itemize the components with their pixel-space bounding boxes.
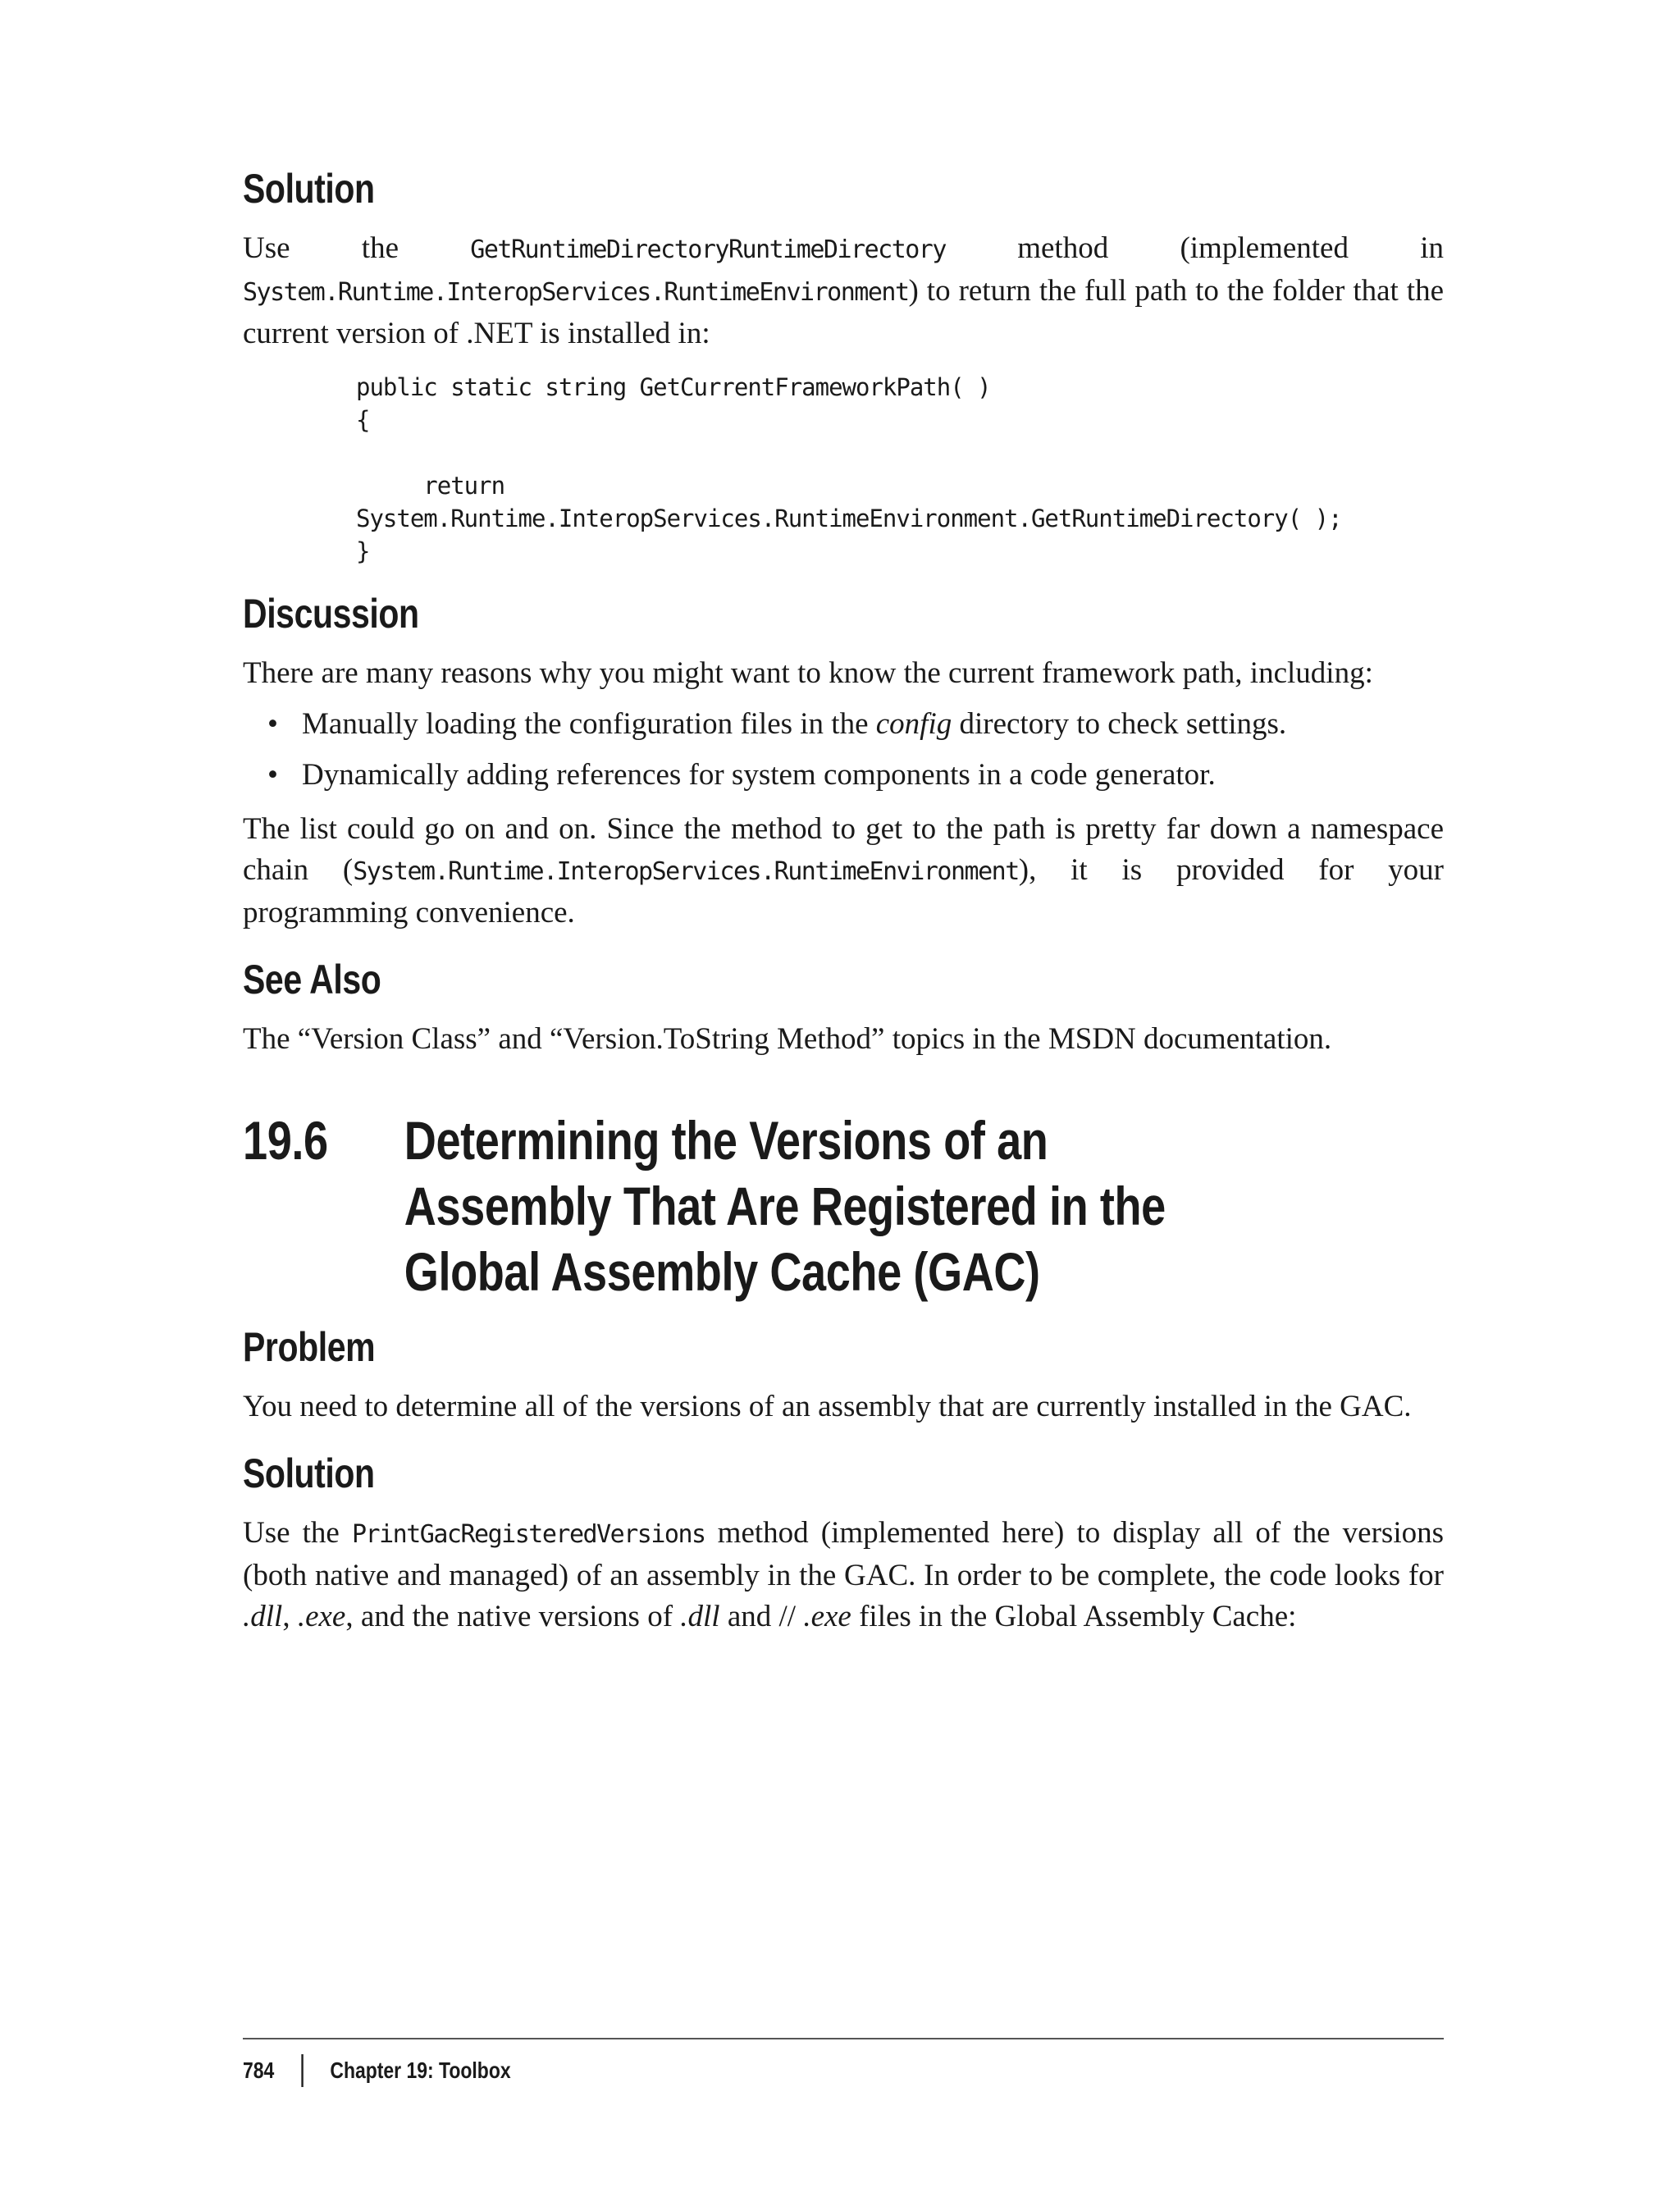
text-run: method (implemented in <box>945 231 1444 265</box>
recipe-title <box>243 1108 1227 1304</box>
code-inline: System.Runtime.InteropServices.RuntimeEnvironment <box>243 278 909 307</box>
see-also-paragraph: The “Version Class” and “Version.ToString Method” topics in the MSDN documentation. <box>243 1022 1332 1056</box>
text-run: ), it is provided for your programming convenience. <box>243 853 1445 929</box>
page-footer <box>243 2038 1444 2087</box>
bullet-icon: • <box>267 758 278 792</box>
page-number: 784 <box>243 2058 275 2083</box>
recipe-number: 19.6 <box>243 1110 328 1171</box>
discussion-paragraph: There are many reasons why you might want to know the current framework path, including: <box>243 656 1373 690</box>
code-inline: System.Runtime.InteropServices.RuntimeEnvironment <box>353 857 1019 886</box>
list-item <box>243 699 1444 750</box>
text-run: , and the native versions of <box>345 1600 681 1633</box>
text-run: Dynamically adding references for system components in a code generator. <box>302 758 1216 792</box>
problem-paragraph: You need to determine all of the versions of an assembly that are currently installed in the GAC. <box>243 1390 1412 1423</box>
text-run: directory to check settings. <box>952 707 1287 741</box>
solution-paragraph <box>243 228 1444 354</box>
solution-paragraph-2 <box>243 1513 1444 1637</box>
text-run: Use the <box>243 231 471 265</box>
code-inline: GetRuntimeDirectoryRuntimeDirectory <box>470 235 946 264</box>
footer-separator <box>301 2054 303 2087</box>
recipe-title-text: Determining the Versions of an Assembly That Are Registered in the Global Assembly Cache (GAC) <box>404 1110 1166 1302</box>
list-item <box>243 750 1444 801</box>
text-run: and // <box>719 1600 804 1633</box>
discussion-paragraph-2 <box>243 809 1444 934</box>
text-emphasis: config <box>875 707 952 741</box>
section-heading-solution-2: Solution <box>243 1450 375 1496</box>
text-run: Use the <box>243 1516 352 1550</box>
text-emphasis: .dll <box>243 1600 283 1633</box>
section-heading-discussion: Discussion <box>243 591 419 637</box>
text-run: files in the Global Assembly Cache: <box>851 1600 1297 1633</box>
text-run: Manually loading the configuration files in the <box>302 707 876 741</box>
text-run: , <box>282 1600 298 1633</box>
section-heading-see-also: See Also <box>243 957 381 1003</box>
footer-text <box>243 2054 1227 2087</box>
text-run: ) to return the full path to the folder that the current version of .NET is installed in: <box>243 274 1444 350</box>
bullet-list <box>243 699 1444 801</box>
section-heading-solution: Solution <box>243 166 375 212</box>
section-heading-problem: Problem <box>243 1324 376 1370</box>
text-emphasis: .exe <box>297 1600 346 1633</box>
text-emphasis: .exe <box>803 1600 851 1633</box>
text-run: method (implemented here) to display all of the versions (both native and managed) of an assembly in the GAC. In order to be complete, the code looks for <box>243 1516 1444 1592</box>
page-content <box>243 164 1444 1637</box>
code-block: public static string GetCurrentFrameworkPath( ) { return System.Runtime.InteropServices.RuntimeEnvironment.GetRuntimeDirectory( ); } <box>356 373 1342 565</box>
text-run: The list could go on and on. Since the method to get to the path is pretty far down a namespace chain ( <box>243 812 1444 887</box>
bullet-icon: • <box>267 707 278 741</box>
text-emphasis: .dll <box>680 1600 720 1633</box>
code-inline: PrintGacRegisteredVersions <box>351 1520 705 1549</box>
chapter-label: Chapter 19: Toolbox <box>330 2058 511 2083</box>
